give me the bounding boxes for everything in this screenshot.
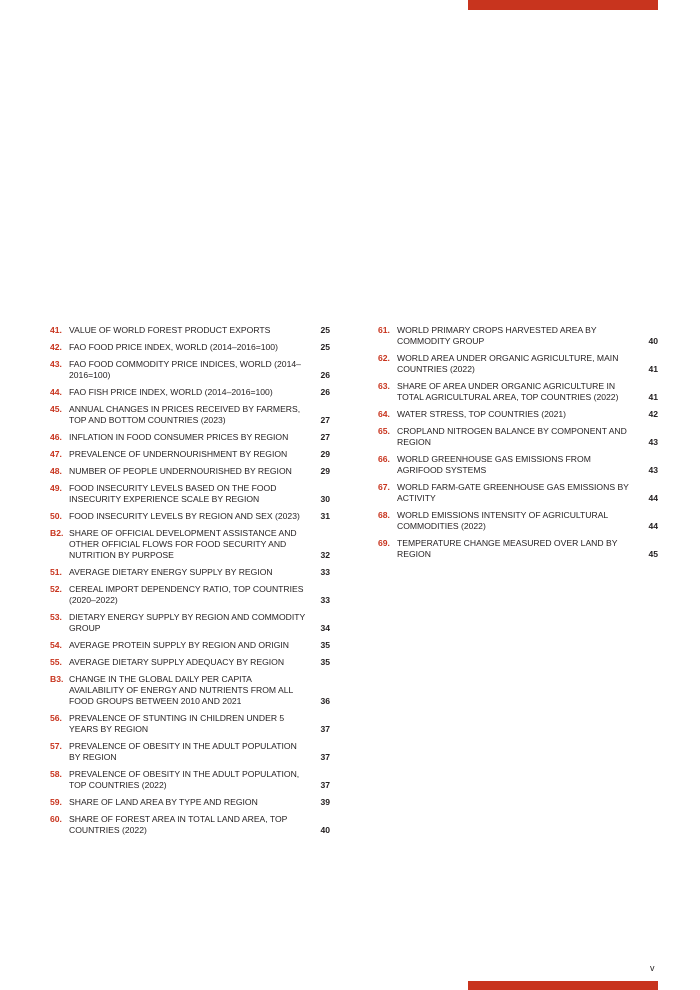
toc-title: PREVALENCE OF OBESITY IN THE ADULT POPULATION, TOP COUNTRIES (2022) — [69, 769, 300, 790]
toc-entry[interactable] — [50, 814, 330, 836]
toc-title: NUMBER OF PEOPLE UNDERNOURISHED BY REGION — [69, 466, 292, 476]
toc-number: 50. — [50, 511, 62, 521]
toc-entry[interactable] — [50, 511, 330, 522]
toc-title: FOOD INSECURITY LEVELS BY REGION AND SEX (2023) — [69, 511, 300, 521]
toc-page: 35 — [320, 657, 330, 667]
toc-entry[interactable] — [50, 483, 330, 505]
toc-title: WATER STRESS, TOP COUNTRIES (2021) — [397, 409, 567, 419]
toc-number: 56. — [50, 713, 62, 723]
toc-page: 37 — [320, 780, 330, 790]
toc-number: 68. — [378, 510, 390, 520]
toc-title: CEREAL IMPORT DEPENDENCY RATIO, TOP COUNTRIES (2020–2022) — [69, 584, 304, 605]
toc-number: 49. — [50, 483, 62, 493]
toc-page: 25 — [320, 342, 330, 352]
page-number: v — [650, 963, 655, 973]
toc-entry[interactable] — [50, 713, 330, 735]
top-accent-bar — [468, 0, 658, 10]
toc-entry[interactable] — [378, 454, 658, 476]
toc-title: AVERAGE PROTEIN SUPPLY BY REGION AND ORIGIN — [69, 640, 289, 650]
toc-title: FAO FOOD COMMODITY PRICE INDICES, WORLD (2014–2016=100) — [69, 359, 301, 380]
toc-number: 64. — [378, 409, 390, 419]
toc-number: 45. — [50, 404, 62, 414]
toc-page: 35 — [320, 640, 330, 650]
toc-entry[interactable] — [378, 482, 658, 504]
toc-page: 45 — [648, 549, 658, 559]
toc-entry[interactable] — [378, 353, 658, 375]
toc-entry[interactable] — [50, 432, 330, 443]
toc-page: 25 — [320, 325, 330, 335]
toc-title: FAO FISH PRICE INDEX, WORLD (2014–2016=100) — [69, 387, 273, 397]
toc-title: VALUE OF WORLD FOREST PRODUCT EXPORTS — [69, 325, 271, 335]
toc-page: 29 — [320, 466, 330, 476]
toc-title: CROPLAND NITROGEN BALANCE BY COMPONENT AND REGION — [397, 426, 627, 447]
toc-number: 67. — [378, 482, 390, 492]
toc-title: PREVALENCE OF OBESITY IN THE ADULT POPULATION BY REGION — [69, 741, 297, 762]
toc-page: 40 — [320, 825, 330, 835]
toc-number: 53. — [50, 612, 62, 622]
toc-page: 27 — [320, 415, 330, 425]
toc-page: 41 — [648, 392, 658, 402]
toc-page: 32 — [320, 550, 330, 560]
toc-entry[interactable] — [50, 466, 330, 477]
toc-page: 44 — [648, 493, 658, 503]
toc-entry[interactable] — [50, 769, 330, 791]
toc-entry[interactable] — [378, 510, 658, 532]
toc-title: ANNUAL CHANGES IN PRICES RECEIVED BY FARMERS, TOP AND BOTTOM COUNTRIES (2023) — [69, 404, 301, 425]
toc-page: 26 — [320, 387, 330, 397]
toc-page: 43 — [648, 437, 658, 447]
toc-page: 33 — [320, 567, 330, 577]
toc-title: WORLD AREA UNDER ORGANIC AGRICULTURE, MAIN COUNTRIES (2022) — [397, 353, 619, 374]
toc-title: CHANGE IN THE GLOBAL DAILY PER CAPITA AVAILABILITY OF ENERGY AND NUTRIENTS FROM ALL FOOD GROUPS BETWEEN 2010 AND 2021 — [69, 674, 293, 706]
toc-entry[interactable] — [50, 528, 330, 561]
toc-entry[interactable] — [50, 449, 330, 460]
toc-title: WORLD FARM-GATE GREENHOUSE GAS EMISSIONS BY ACTIVITY — [397, 482, 629, 503]
toc-number: 48. — [50, 466, 62, 476]
toc-title: SHARE OF AREA UNDER ORGANIC AGRICULTURE IN TOTAL AGRICULTURAL AREA, TOP COUNTRIES (2022) — [397, 381, 619, 402]
toc-entry[interactable] — [50, 797, 330, 808]
toc-page: 26 — [320, 370, 330, 380]
toc-left-column — [50, 325, 330, 842]
toc-number: 61. — [378, 325, 390, 335]
toc-page: 31 — [320, 511, 330, 521]
toc-number: 41. — [50, 325, 62, 335]
toc-number: 58. — [50, 769, 62, 779]
toc-entry[interactable] — [50, 612, 330, 634]
toc-number: 62. — [378, 353, 390, 363]
toc-title: TEMPERATURE CHANGE MEASURED OVER LAND BY REGION — [397, 538, 618, 559]
toc-number: 63. — [378, 381, 390, 391]
toc-page: 41 — [648, 364, 658, 374]
toc-number: 42. — [50, 342, 62, 352]
toc-entry[interactable] — [50, 584, 330, 606]
toc-number: 46. — [50, 432, 62, 442]
toc-number: 69. — [378, 538, 390, 548]
toc-title: AVERAGE DIETARY SUPPLY ADEQUACY BY REGION — [69, 657, 285, 667]
toc-entry[interactable] — [50, 342, 330, 353]
toc-number: 57. — [50, 741, 62, 751]
toc-page: 33 — [320, 595, 330, 605]
toc-number: 51. — [50, 567, 62, 577]
toc-title: FAO FOOD PRICE INDEX, WORLD (2014–2016=100) — [69, 342, 278, 352]
toc-page: 30 — [320, 494, 330, 504]
toc-page: 29 — [320, 449, 330, 459]
toc-number: 59. — [50, 797, 62, 807]
toc-page: 42 — [648, 409, 658, 419]
toc-page: 37 — [320, 752, 330, 762]
toc-title: AVERAGE DIETARY ENERGY SUPPLY BY REGION — [69, 567, 273, 577]
toc-page: 44 — [648, 521, 658, 531]
toc-title: WORLD GREENHOUSE GAS EMISSIONS FROM AGRIFOOD SYSTEMS — [397, 454, 591, 475]
toc-entry[interactable] — [378, 538, 658, 560]
toc-title: SHARE OF OFFICIAL DEVELOPMENT ASSISTANCE AND OTHER OFFICIAL FLOWS FOR FOOD SECURITY AND NUTRITION BY PURPOSE — [69, 528, 297, 560]
toc-title: SHARE OF LAND AREA BY TYPE AND REGION — [69, 797, 258, 807]
toc-entry[interactable] — [50, 741, 330, 763]
toc-entry[interactable] — [50, 674, 330, 707]
toc-number: B2. — [50, 528, 64, 538]
toc-title: WORLD EMISSIONS INTENSITY OF AGRICULTURAL COMMODITIES (2022) — [397, 510, 608, 531]
toc-number: 60. — [50, 814, 62, 824]
toc-number: 43. — [50, 359, 62, 369]
toc-right-column — [378, 325, 658, 566]
toc-entry[interactable] — [50, 359, 330, 381]
toc-number: 47. — [50, 449, 62, 459]
bottom-accent-bar — [468, 981, 658, 990]
toc-entry[interactable] — [50, 404, 330, 426]
toc-title: SHARE OF FOREST AREA IN TOTAL LAND AREA, TOP COUNTRIES (2022) — [69, 814, 288, 835]
toc-entry[interactable] — [50, 657, 330, 668]
toc-entry[interactable] — [50, 640, 330, 651]
toc-entry[interactable] — [378, 426, 658, 448]
toc-number: 65. — [378, 426, 390, 436]
toc-title: PREVALENCE OF STUNTING IN CHILDREN UNDER 5 YEARS BY REGION — [69, 713, 285, 734]
toc-entry[interactable] — [50, 387, 330, 398]
toc-number: 52. — [50, 584, 62, 594]
toc-page: 37 — [320, 724, 330, 734]
toc-page: 43 — [648, 465, 658, 475]
toc-page: 40 — [648, 336, 658, 346]
toc-entry[interactable] — [50, 567, 330, 578]
toc-entry[interactable] — [378, 409, 658, 420]
toc-number: 54. — [50, 640, 62, 650]
toc-number: 55. — [50, 657, 62, 667]
toc-number: B3. — [50, 674, 64, 684]
toc-entry[interactable] — [378, 381, 658, 403]
toc-number: 66. — [378, 454, 390, 464]
toc-entry[interactable] — [50, 325, 330, 336]
toc-entry[interactable] — [378, 325, 658, 347]
toc-page: 39 — [320, 797, 330, 807]
toc-title: PREVALENCE OF UNDERNOURISHMENT BY REGION — [69, 449, 288, 459]
toc-page: 34 — [320, 623, 330, 633]
toc-title: DIETARY ENERGY SUPPLY BY REGION AND COMMODITY GROUP — [69, 612, 306, 633]
toc-title: FOOD INSECURITY LEVELS BASED ON THE FOOD INSECURITY EXPERIENCE SCALE BY REGION — [69, 483, 277, 504]
toc-page: 27 — [320, 432, 330, 442]
toc-title: INFLATION IN FOOD CONSUMER PRICES BY REGION — [69, 432, 289, 442]
toc-number: 44. — [50, 387, 62, 397]
toc-page: 36 — [320, 696, 330, 706]
toc-title: WORLD PRIMARY CROPS HARVESTED AREA BY COMMODITY GROUP — [397, 325, 597, 346]
